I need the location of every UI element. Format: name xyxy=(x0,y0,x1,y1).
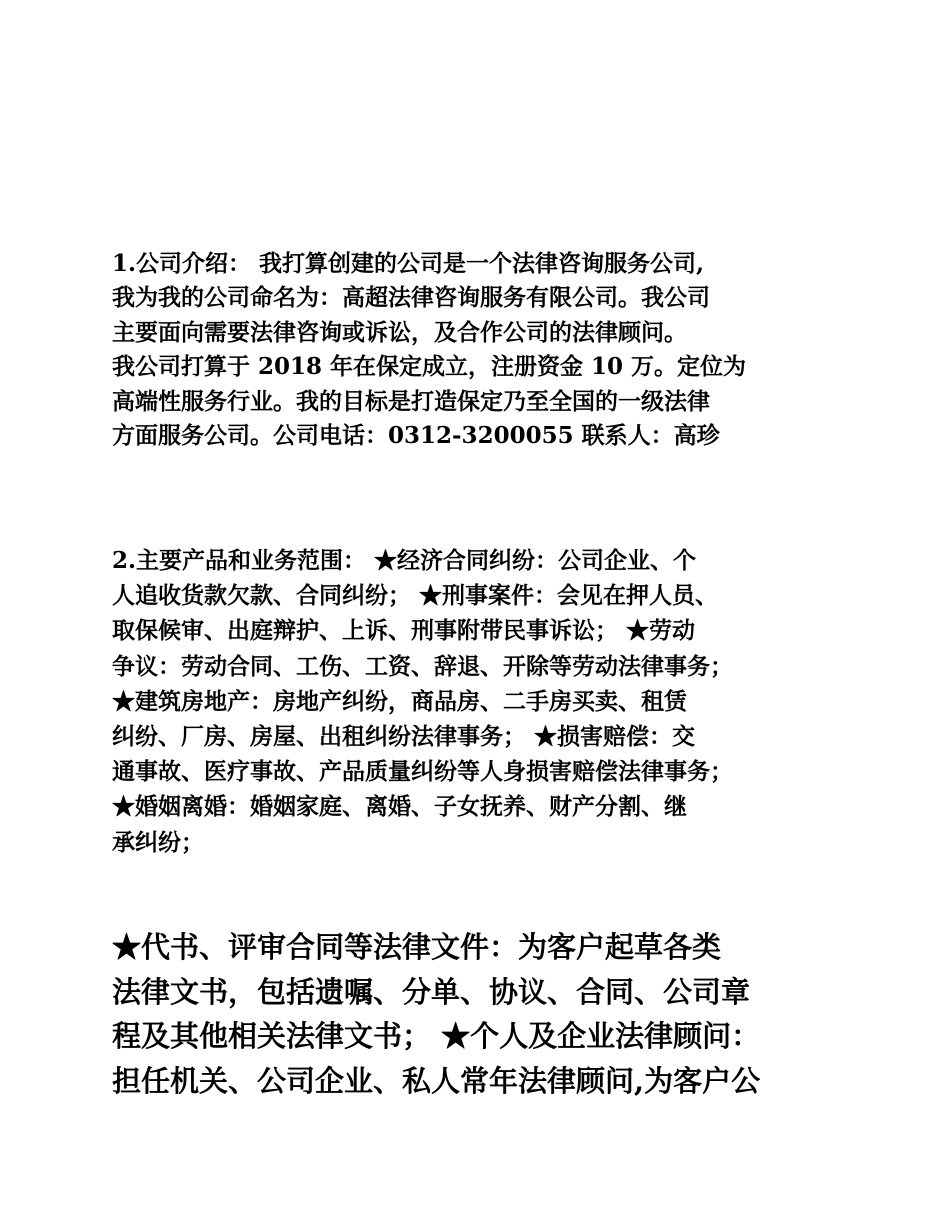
scope-line: 通事故、医疗事故、产品质量纠纷等人身损害赔偿法律事务； xyxy=(112,758,733,786)
legal-documents-paragraph xyxy=(112,925,872,1103)
intro-line: 方面服务公司。公司电话：0312-3200055 联系人：高珍 xyxy=(112,422,720,450)
scope-line: ★婚姻离婚：婚姻家庭、离婚、子女抚养、财产分割、继 xyxy=(112,793,687,821)
intro-line: 主要面向需要法律咨询或诉讼，及合作公司的法律顾问。 xyxy=(112,318,687,346)
scope-line: 承纠纷； xyxy=(112,828,204,856)
scope-line: 争议：劳动合同、工伤、工资、辞退、开除等劳动法律事务； xyxy=(112,652,733,680)
scope2-line: 法律文书，包括遗嘱、分单、协议、合同、公司章 xyxy=(112,974,751,1009)
scope-line: 取保候审、出庭辩护、上诉、刑事附带民事诉讼； ★劳动 xyxy=(112,617,696,645)
intro-line: 高端性服务行业。我的目标是打造保定乃至全国的一级法律 xyxy=(112,387,710,415)
scope2-line: 担任机关、公司企业、私人常年法律顾问,为客户公 xyxy=(112,1063,761,1098)
scope-line: 纠纷、厂房、房屋、出租纠纷法律事务； ★损害赔偿：交 xyxy=(112,723,696,751)
business-scope-paragraph xyxy=(112,543,872,860)
scope2-line: 程及其他相关法律文书； ★个人及企业法律顾问： xyxy=(112,1019,761,1053)
intro-line: 我为我的公司命名为：高超法律咨询服务有限公司。我公司 xyxy=(112,284,710,312)
company-intro-paragraph xyxy=(112,247,872,453)
intro-line: 我公司打算于 2018 年在保定成立，注册资金 10 万。定位为 xyxy=(112,353,747,381)
scope-line: 2.主要产品和业务范围： ★经济合同纠纷：公司企业、个 xyxy=(112,547,697,574)
scope-line: ★建筑房地产：房地产纠纷，商品房、二手房买卖、租赁 xyxy=(112,687,687,715)
scope2-line: ★代书、评审合同等法律文件：为客户起草各类 xyxy=(112,930,722,964)
scope-line: 人追收货款欠款、合同纠纷； ★刑事案件：会见在押人员、 xyxy=(112,582,719,610)
intro-line: 1.公司介绍： 我打算创建的公司是一个法律咨询服务公司, xyxy=(112,250,705,277)
